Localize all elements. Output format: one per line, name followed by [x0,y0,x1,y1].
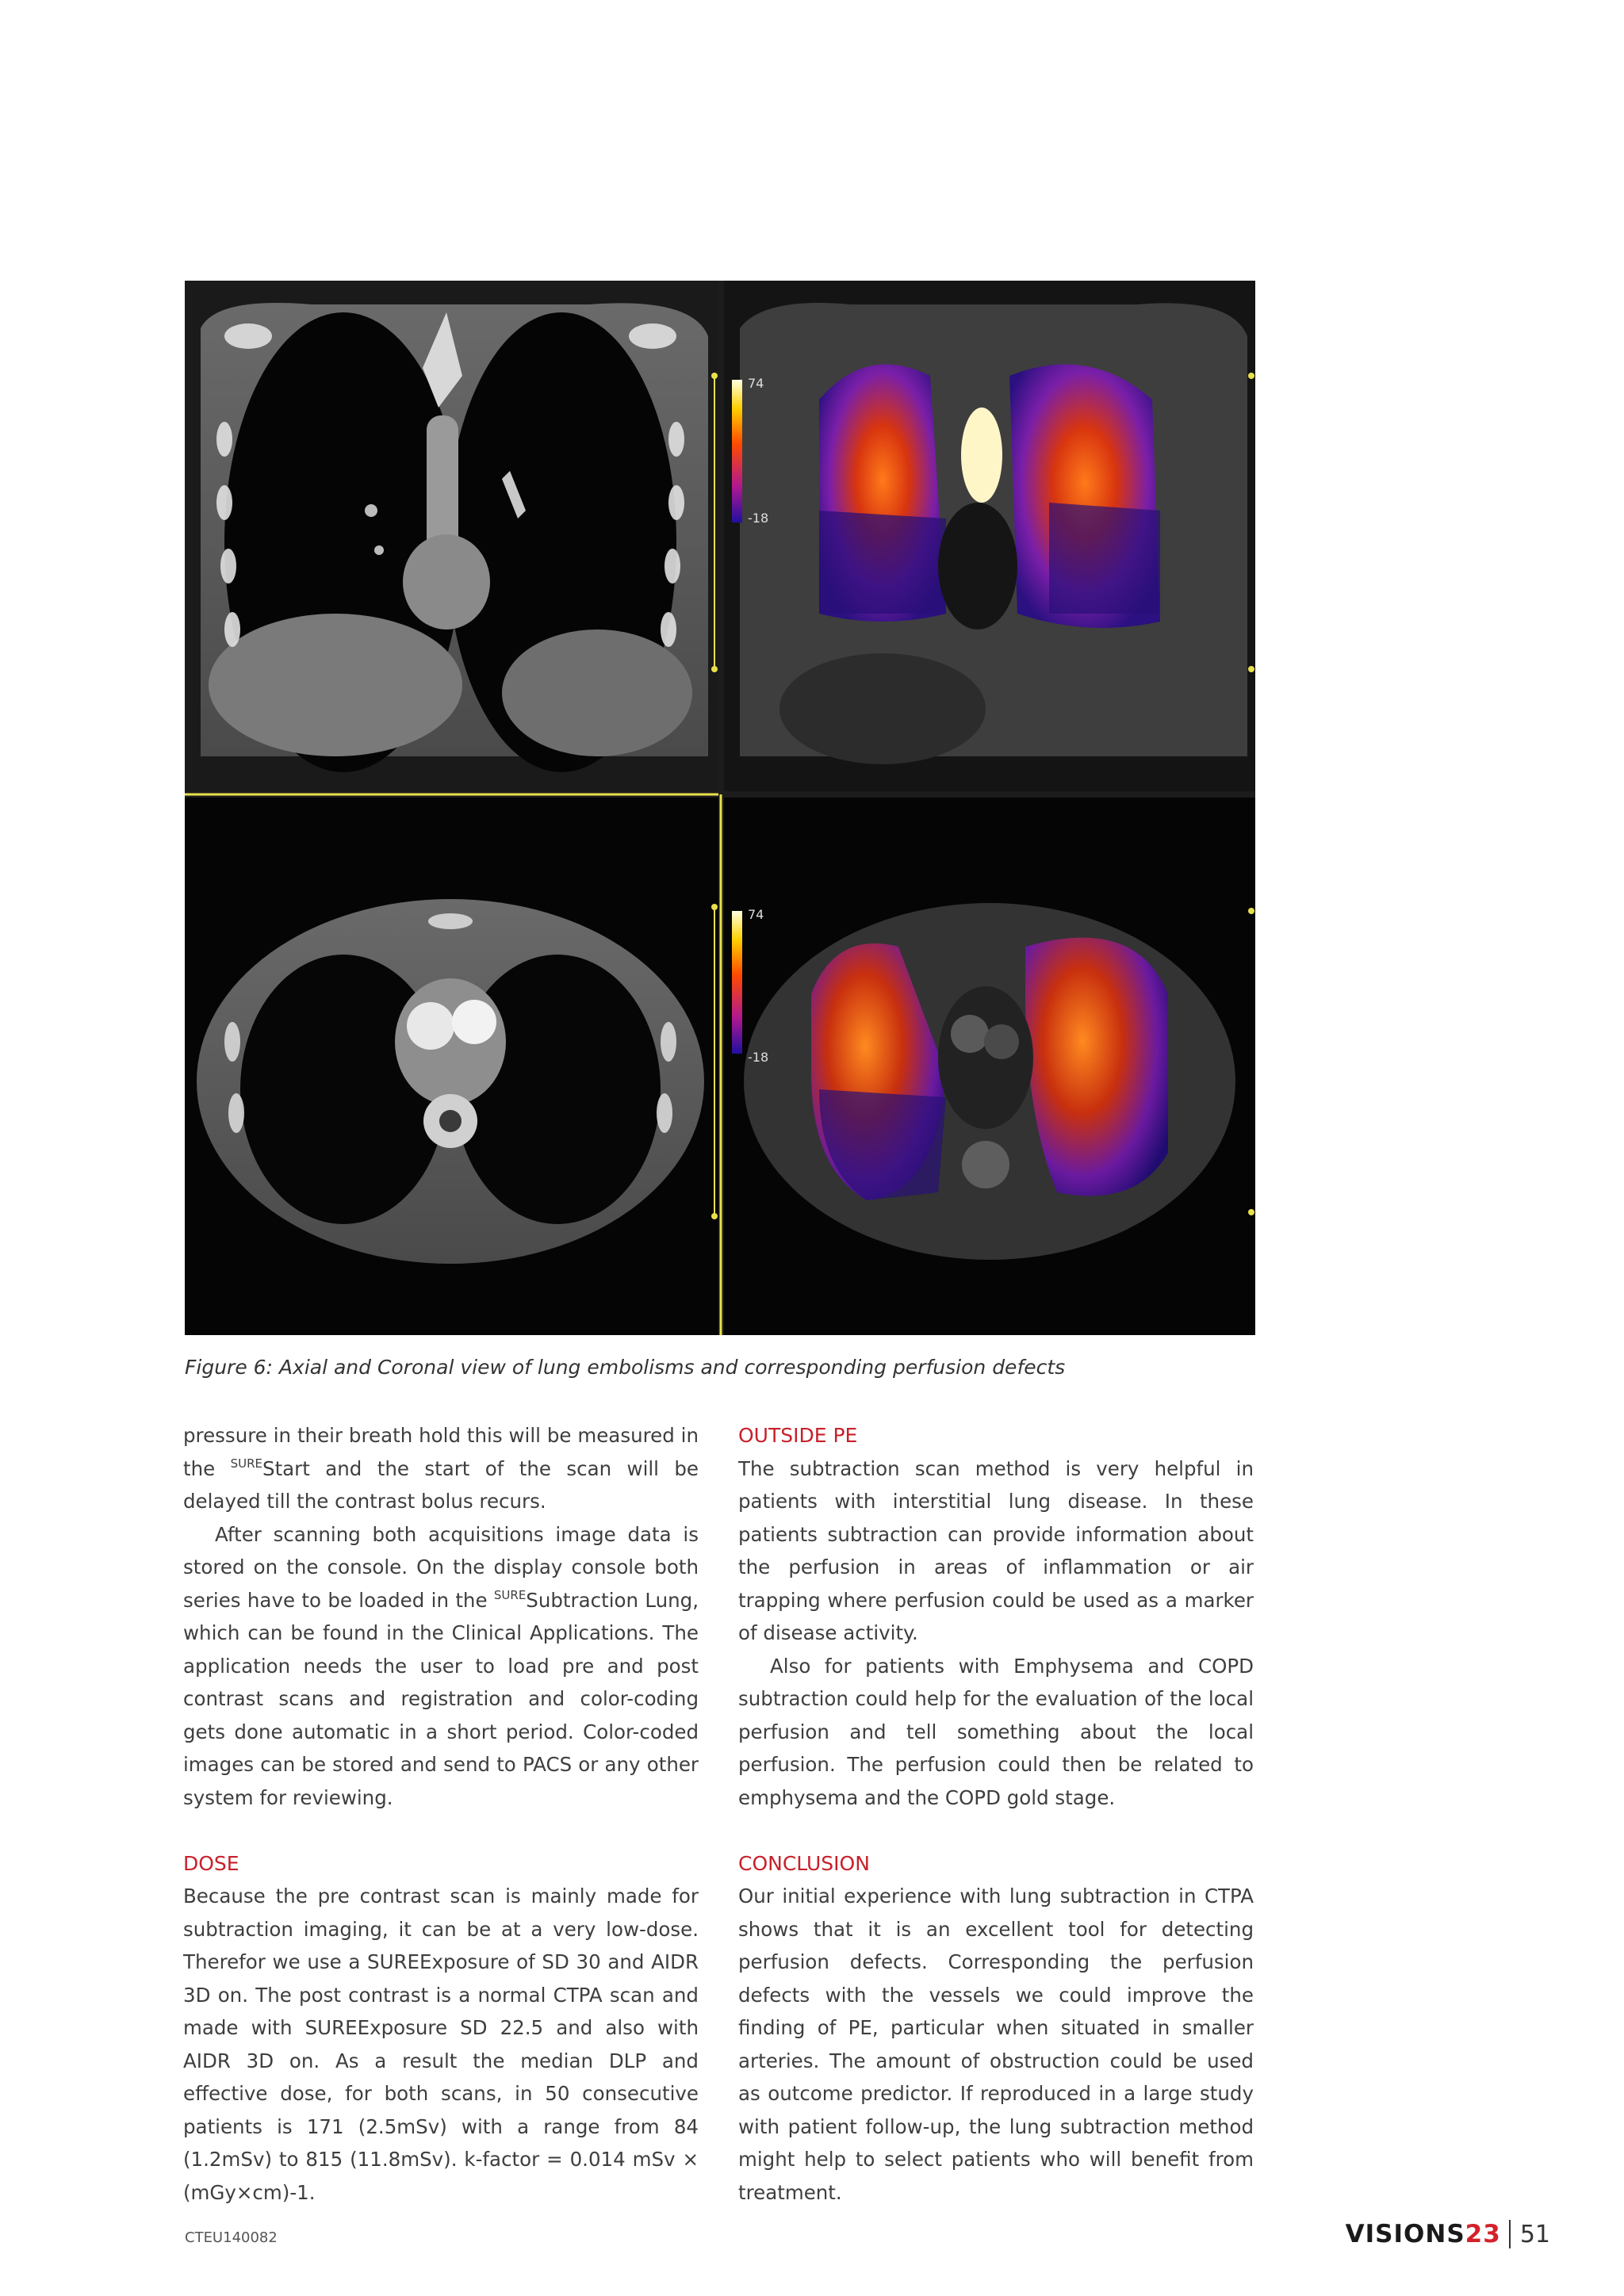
section-heading-outside-pe: OUTSIDE PE [738,1424,858,1447]
figure-caption: Figure 6: Axial and Coronal view of lung embolisms and corresponding perfusion defects [185,1356,1066,1379]
footer-brand [1346,2217,1550,2252]
section-heading-dose: DOSE [183,1851,239,1875]
body-paragraph: pressure in their breath hold this will be measured in the $^{SURE}$Start and the start of the scan will be delayed till the contrast bolus recurs. [183,1424,699,1513]
body-paragraph: The subtraction scan method is very helpful in patients with interstitial lung disease. In these patients subtraction can provide information about the perfusion in areas of inflammation or air trapping where perfusion could be used as a marker of disease activity. [738,1456,1254,1644]
body-paragraph: Also for patients with Emphysema and COPD subtraction could help for the evaluation of the local perfusion and tell something about the local perfusion. The perfusion could then be related to emphysema and the COPD gold stage. [738,1654,1254,1809]
scale-max-label: 74 [748,907,764,922]
left-text-column [183,1419,699,2209]
footer-divider [1509,2220,1511,2248]
body-paragraph: After scanning both acquisitions image data is stored on the console. On the display console both series have to be loaded in the $^{SURE}$Subtraction Lung, which can be found in the Clinical Applications. The application needs the user to load pre and post contrast scans and registration and color-coding gets done automatic in a short period. Color-coded images can be stored and send to PACS or any other system for reviewing. [183,1522,699,1809]
coronal-ct-image [185,281,718,791]
body-paragraph: Our initial experience with lung subtraction in CTPA shows that it is an excellent tool for detecting perfusion defects. Corresponding the perfusion defects with the vessels we could improve the finding of PE, particular when situated in smaller arteries. The amount of obstruction could be used as outcome predictor. If reproduced in a large study with patient follow-up, the lung subtraction method might help to select patients who will benefit from treatment. [738,1885,1254,2204]
color-scale-bar [732,911,742,1054]
brand-logo-word: VISIONS [1345,2220,1465,2248]
axial-perfusion-image [711,798,1255,1335]
section-heading-conclusion: CONCLUSION [738,1851,870,1875]
scale-min-label: -18 [748,511,769,526]
brand-logo-number: 23 [1465,2220,1501,2248]
coronal-perfusion-image [711,281,1255,791]
page-number: 51 [1519,2220,1550,2248]
scale-min-label: -18 [748,1050,769,1065]
color-scale-bar [732,380,742,522]
figure-6-image-panel [185,281,1255,1335]
document-code: CTEU140082 [185,2229,278,2246]
scale-max-label: 74 [748,376,764,391]
axial-ct-image [185,798,718,1335]
body-paragraph: Because the pre contrast scan is mainly made for subtraction imaging, it can be at a very low-dose. Therefor we use a SUREExposure of SD 30 and AIDR 3D on. The post contrast is a normal CTPA scan and made with SUREExposure SD 22.5 and also with AIDR 3D on. As a result the median DLP and effective dose, for both scans, in 50 consecutive patients is 171 (2.5mSv) with a range from 84 (1.2mSv) to 815 (11.8mSv). k-factor = 0.014 mSv × (mGy×cm)-1. [183,1885,699,2204]
right-text-column [738,1419,1254,2209]
